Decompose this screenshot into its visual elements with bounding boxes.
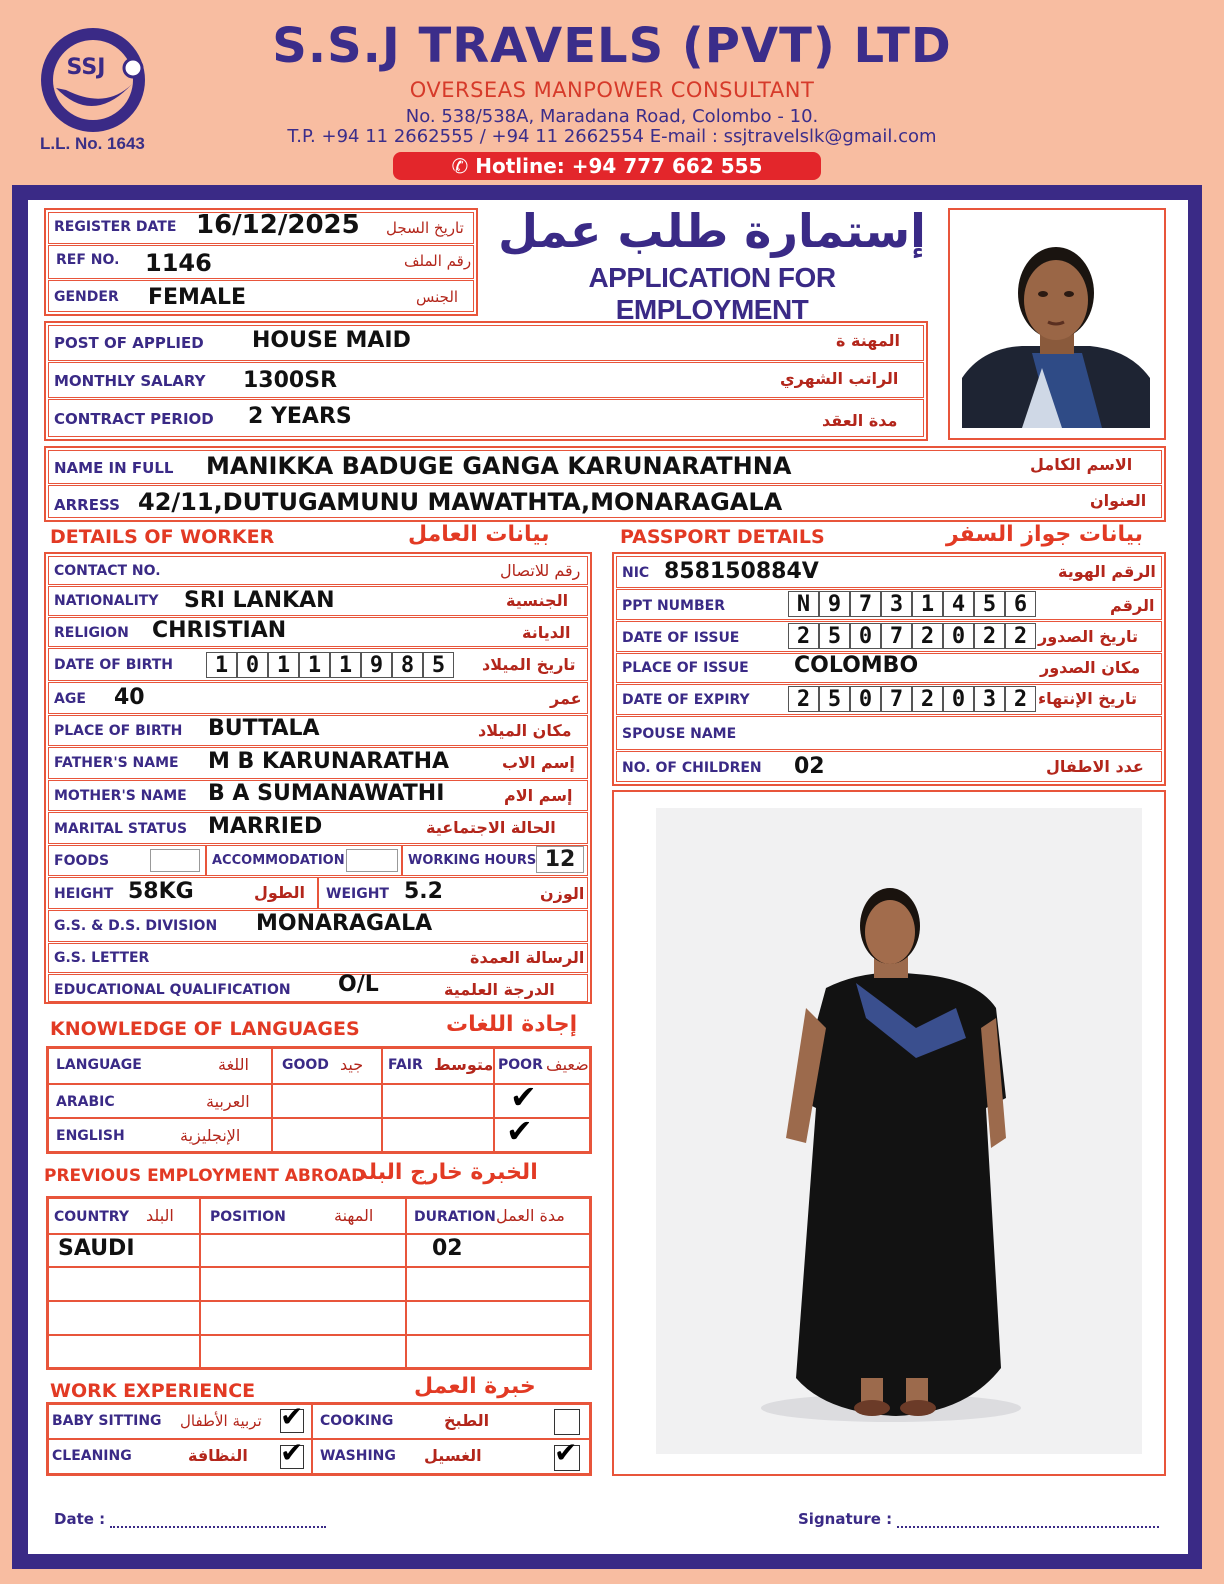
issue-digit: 2 <box>974 623 1005 649</box>
age-label: AGE <box>54 691 86 707</box>
gs-value: MONARAGALA <box>256 911 433 936</box>
lang-col-poor-ar: ضعيف <box>546 1055 589 1074</box>
edu-label: EDUCATIONAL QUALIFICATION <box>54 982 291 998</box>
gender-label: GENDER <box>54 289 119 305</box>
exp-washing-ar: الغسيل <box>424 1446 482 1465</box>
issue-digit: 2 <box>912 623 943 649</box>
father-value: M B KARUNARATHA <box>208 749 450 774</box>
edu-value: O/L <box>338 972 379 997</box>
place-ar: مكان الصدور <box>1040 658 1141 677</box>
place-label: PLACE OF ISSUE <box>622 660 749 676</box>
table-row <box>48 1301 200 1335</box>
table-row <box>48 1335 200 1368</box>
company-subtitle: OVERSEAS MANPOWER CONSULTANT <box>409 78 815 102</box>
gs-label: G.S. & D.S. DIVISION <box>54 918 218 934</box>
expiry-digit: 2 <box>912 686 943 712</box>
ref-ar: رقم الملف <box>404 252 472 270</box>
height-label: HEIGHT <box>54 886 114 902</box>
dob-digit: 1 <box>206 652 237 678</box>
prev-col-position: POSITION <box>210 1209 286 1225</box>
dob-digit: 1 <box>330 652 361 678</box>
dob-digits <box>206 652 454 678</box>
table-row <box>406 1267 590 1301</box>
nationality-value: SRI LANKAN <box>184 588 335 613</box>
hours-value: 12 <box>536 846 584 873</box>
signature-label: Signature : <box>798 1510 893 1528</box>
lang-col-good-ar: جيد <box>340 1055 364 1074</box>
logo-text: SSJ <box>66 55 106 80</box>
previous-heading: PREVIOUS EMPLOYMENT ABROAD <box>44 1166 366 1186</box>
dob-digit: 0 <box>237 652 268 678</box>
ppt-digit: 1 <box>912 591 943 617</box>
religion-row <box>48 617 588 647</box>
height-value: 58KG <box>128 879 194 904</box>
mother-ar: إسم الام <box>504 786 573 805</box>
check-icon: ✔ <box>280 1436 304 1469</box>
worker-heading: DETAILS OF WORKER <box>50 526 275 548</box>
prev-col-position-ar: المهنة <box>334 1206 374 1225</box>
expiry-digit: 5 <box>819 686 850 712</box>
applicant-full-photo <box>656 808 1142 1454</box>
issue-digit: 2 <box>1005 623 1036 649</box>
issue-digit: 0 <box>943 623 974 649</box>
ppt-digit: 9 <box>819 591 850 617</box>
ppt-digit: 6 <box>1005 591 1036 617</box>
issue-ar: تاريخ الصدور <box>1038 627 1138 646</box>
lang-arabic-fair[interactable] <box>382 1084 494 1118</box>
lang-col-fair: FAIR <box>388 1057 423 1073</box>
prev-col-country-ar: البلد <box>146 1206 174 1225</box>
salary-ar: الراتب الشهري <box>780 369 899 388</box>
age-ar: عمر <box>550 689 582 708</box>
issue-digit: 7 <box>881 623 912 649</box>
exp-cooking-ar: الطبخ <box>444 1411 490 1430</box>
ppt-ar: الرقم <box>1110 596 1155 615</box>
dob-digit: 8 <box>392 652 423 678</box>
form-title-arabic: إستمارة طلب عمل <box>498 204 926 258</box>
ref-label: REF NO. <box>56 252 120 268</box>
date-field <box>54 1510 326 1528</box>
salary-label: MONTHLY SALARY <box>54 372 206 390</box>
religion-value: CHRISTIAN <box>152 618 287 643</box>
expiry-digit: 2 <box>788 686 819 712</box>
table-row <box>406 1335 590 1368</box>
register-date-value: 16/12/2025 <box>196 210 360 240</box>
passport-heading-ar: بيانات جواز السفر <box>946 522 1144 547</box>
exp-cooking-label: COOKING <box>320 1413 394 1429</box>
lang-col-language-ar: اللغة <box>218 1055 249 1074</box>
prev-duration-value: 02 <box>432 1236 463 1261</box>
issue-digits <box>788 623 1036 649</box>
signature-line[interactable] <box>897 1526 1159 1528</box>
ref-value: 1146 <box>145 249 212 277</box>
prev-country-value: SAUDI <box>58 1236 135 1261</box>
pob-ar: مكان الميلاد <box>478 721 572 740</box>
gender-value: FEMALE <box>148 285 247 310</box>
exp-baby-ar: تربية الأطفال <box>180 1412 262 1430</box>
accommodation-box[interactable] <box>346 849 398 872</box>
hotline-badge <box>393 152 821 180</box>
check-icon: ✔ <box>280 1400 304 1433</box>
gsletter-ar: الرسالة العمدة <box>470 948 585 967</box>
register-date-label: REGISTER DATE <box>54 219 177 235</box>
mother-label: MOTHER'S NAME <box>54 788 187 804</box>
nic-ar: الرقم الهوية <box>1058 562 1156 581</box>
children-label: NO. OF CHILDREN <box>622 760 762 776</box>
place-value: COLOMBO <box>794 653 919 678</box>
pob-value: BUTTALA <box>208 716 320 741</box>
hours-label: WORKING HOURS <box>408 853 537 868</box>
license-number: L.L. No. 1643 <box>40 134 145 153</box>
check-icon: ✔ <box>554 1436 578 1469</box>
marital-value: MARRIED <box>208 814 323 839</box>
date-line[interactable] <box>110 1526 326 1528</box>
name-value: MANIKKA BADUGE GANGA KARUNARATHNA <box>206 452 792 480</box>
spouse-label: SPOUSE NAME <box>622 726 737 742</box>
dob-digit: 9 <box>361 652 392 678</box>
exp-cleaning-ar: النظافة <box>188 1446 248 1465</box>
check-icon: ✔ <box>506 1112 533 1150</box>
contract-value: 2 YEARS <box>248 404 352 429</box>
expiry-digit: 0 <box>943 686 974 712</box>
contact-label: CONTACT NO. <box>54 563 161 579</box>
exp-cooking-checkbox[interactable] <box>554 1409 580 1435</box>
weight-value: 5.2 <box>404 879 443 904</box>
table-row <box>200 1234 406 1267</box>
form-title-english: APPLICATION FOR EMPLOYMENT <box>588 262 836 325</box>
lang-english-name-ar: الإنجليزية <box>180 1126 241 1145</box>
experience-heading-ar: خبرة العمل <box>414 1374 536 1399</box>
expiry-digit: 3 <box>974 686 1005 712</box>
expiry-digits <box>788 686 1036 712</box>
ppt-digit: 4 <box>943 591 974 617</box>
expiry-ar: تاريخ الإنتهاء <box>1038 689 1138 708</box>
name-ar: الاسم الكامل <box>1030 455 1133 474</box>
nic-label: NIC <box>622 565 650 581</box>
lang-english-fair[interactable] <box>382 1118 494 1152</box>
mother-value: B A SUMANAWATHI <box>208 781 445 806</box>
ppt-digit: 3 <box>881 591 912 617</box>
expiry-digit: 2 <box>1005 686 1036 712</box>
table-row <box>200 1267 406 1301</box>
height-ar: الطول <box>254 883 305 902</box>
salary-value: 1300SR <box>243 368 338 393</box>
ppt-digit: N <box>788 591 819 617</box>
address-value: 42/11,DUTUGAMUNU MAWATHTA,MONARAGALA <box>138 488 783 516</box>
languages-heading-ar: إجادة اللغات <box>446 1012 578 1037</box>
issue-digit: 0 <box>850 623 881 649</box>
ppt-digit: 5 <box>974 591 1005 617</box>
languages-heading: KNOWLEDGE OF LANGUAGES <box>50 1018 360 1040</box>
company-name: S.S.J TRAVELS (PVT) LTD <box>272 18 952 74</box>
contract-ar: مدة العقد <box>822 411 898 430</box>
accommodation-label: ACCOMMODATION <box>212 853 345 868</box>
exp-washing-label: WASHING <box>320 1448 396 1464</box>
foods-label: FOODS <box>54 853 110 869</box>
lang-arabic-name: ARABIC <box>56 1094 115 1110</box>
lang-english-good[interactable] <box>272 1118 382 1152</box>
signature-field <box>798 1510 1159 1528</box>
issue-label: DATE OF ISSUE <box>622 630 740 646</box>
children-value: 02 <box>794 754 825 779</box>
lang-col-fair-ar: متوسط <box>434 1055 494 1074</box>
pob-label: PLACE OF BIRTH <box>54 723 183 739</box>
dob-ar: تاريخ الميلاد <box>482 655 576 674</box>
check-icon: ✔ <box>510 1078 537 1116</box>
phone-icon: ✆ <box>451 154 476 178</box>
previous-heading-ar: الخبرة خارج البلد <box>356 1160 538 1185</box>
expiry-label: DATE OF EXPIRY <box>622 692 750 708</box>
ppt-label: PPT NUMBER <box>622 598 725 614</box>
lang-arabic-good[interactable] <box>272 1084 382 1118</box>
nic-value: 858150884V <box>664 559 819 584</box>
exp-cleaning-label: CLEANING <box>52 1448 132 1464</box>
issue-digit: 2 <box>788 623 819 649</box>
contract-label: CONTRACT PERIOD <box>54 410 214 428</box>
worker-heading-ar: بيانات العامل <box>408 522 550 547</box>
marital-ar: الحالة الاجتماعية <box>426 818 556 837</box>
gender-ar: الجنس <box>416 288 459 306</box>
dob-digit: 1 <box>268 652 299 678</box>
children-ar: عدد الاطفال <box>1046 757 1144 776</box>
table-row <box>200 1301 406 1335</box>
weight-label: WEIGHT <box>326 886 389 902</box>
address-label: ARRESS <box>54 496 120 514</box>
ppt-digits <box>788 591 1036 617</box>
religion-ar: الديانة <box>522 623 571 642</box>
post-value: HOUSE MAID <box>252 328 411 353</box>
company-address: No. 538/538A, Maradana Road, Colombo - 10. <box>405 106 819 127</box>
dob-digit: 5 <box>423 652 454 678</box>
dob-label: DATE OF BIRTH <box>54 657 173 673</box>
expiry-digit: 0 <box>850 686 881 712</box>
table-row <box>48 1267 200 1301</box>
date-label: Date : <box>54 1510 106 1528</box>
post-ar: المهنة ة <box>836 331 901 350</box>
applicant-portrait <box>962 228 1150 428</box>
contact-ar: رقم للاتصال <box>500 561 581 580</box>
ppt-digit: 7 <box>850 591 881 617</box>
weight-ar: الوزن <box>540 884 585 903</box>
lang-col-poor: POOR <box>498 1057 543 1073</box>
passport-heading: PASSPORT DETAILS <box>620 526 825 548</box>
prev-col-duration: DURATION <box>414 1209 496 1225</box>
post-label: POST OF APPLIED <box>54 334 204 352</box>
address-ar: العنوان <box>1090 491 1147 510</box>
table-row <box>406 1301 590 1335</box>
lang-english-name: ENGLISH <box>56 1128 125 1144</box>
nationality-ar: الجنسية <box>506 591 569 610</box>
name-label: NAME IN FULL <box>54 459 174 477</box>
lang-col-language: LANGUAGE <box>56 1057 142 1073</box>
dob-digit: 1 <box>299 652 330 678</box>
issue-digit: 5 <box>819 623 850 649</box>
table-row <box>200 1335 406 1368</box>
prev-col-country: COUNTRY <box>54 1209 129 1225</box>
gsletter-label: G.S. LETTER <box>54 950 150 966</box>
hotline-text: Hotline: +94 777 662 555 <box>475 154 763 178</box>
marital-label: MARITAL STATUS <box>54 821 188 837</box>
register-date-ar: تاريخ السجل <box>386 219 464 237</box>
edu-ar: الدرجة العلمية <box>444 980 555 999</box>
company-contact: T.P. +94 11 2662555 / +94 11 2662554 E-mail : ssjtravelslk@gmail.com <box>287 126 937 147</box>
father-label: FATHER'S NAME <box>54 755 179 771</box>
lang-col-good: GOOD <box>282 1057 329 1073</box>
expiry-digit: 7 <box>881 686 912 712</box>
father-ar: إسم الاب <box>502 753 575 772</box>
foods-box[interactable] <box>150 849 200 872</box>
age-value: 40 <box>114 685 145 710</box>
lang-arabic-name-ar: العربية <box>206 1092 250 1111</box>
prev-col-duration-ar: مدة العمل <box>496 1206 565 1225</box>
nationality-label: NATIONALITY <box>54 593 159 609</box>
experience-heading: WORK EXPERIENCE <box>50 1380 256 1402</box>
religion-label: RELIGION <box>54 625 129 641</box>
exp-baby-label: BABY SITTING <box>52 1413 162 1429</box>
